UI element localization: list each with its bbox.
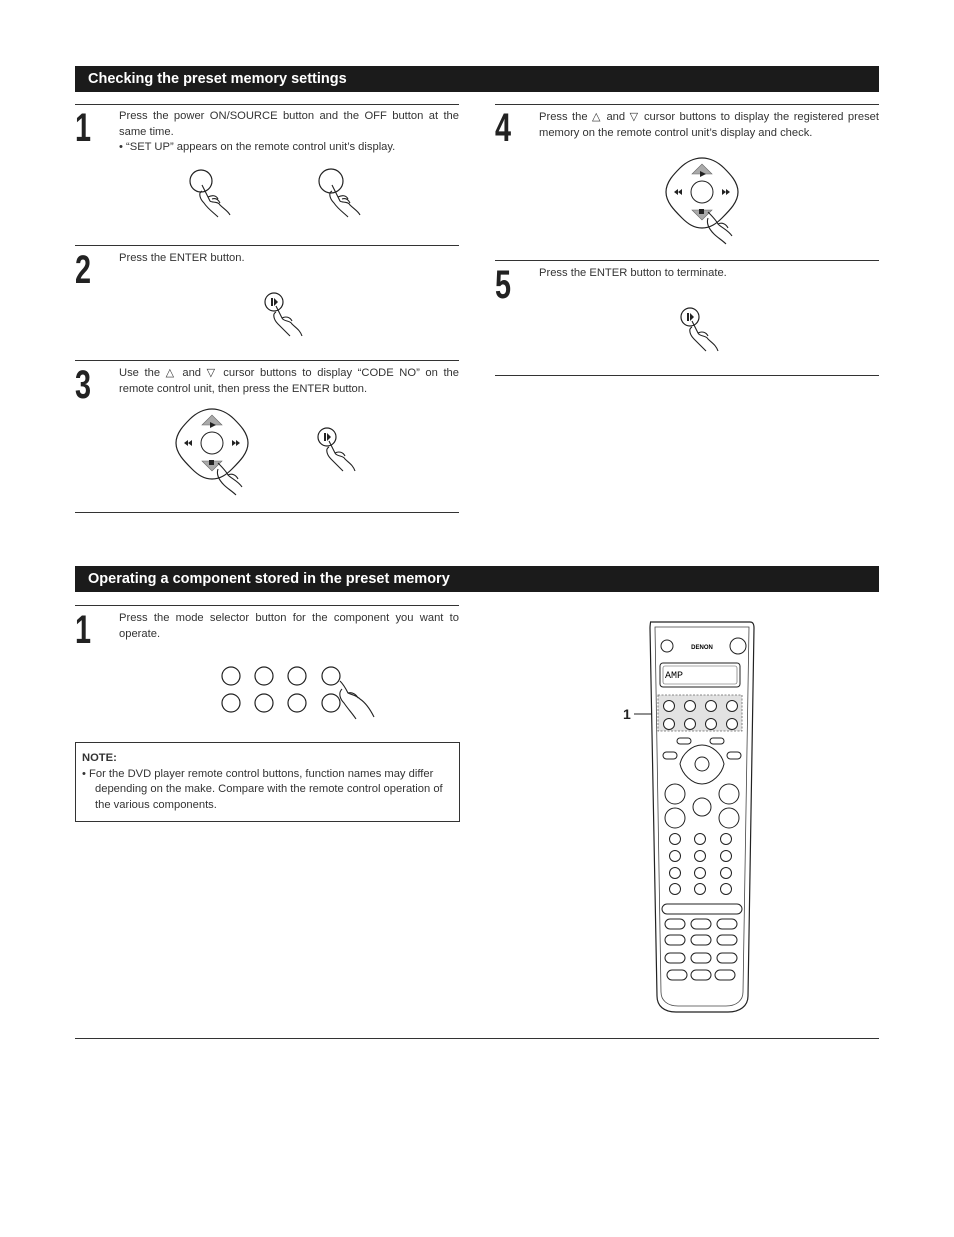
step-divider: [75, 605, 459, 606]
note-box: [75, 742, 460, 822]
step-text: [119, 366, 459, 397]
step-text: [539, 266, 879, 282]
step-divider: [75, 245, 459, 246]
step-number: 3: [75, 363, 92, 407]
step-number: 2: [75, 248, 92, 292]
note-item: • For the DVD player remote control buttons, function names may differ depending on the make. Compare with the remote control operation of the various components.: [82, 767, 443, 811]
step-instruction: Press the power ON/SOURCE button and the OFF button at the same time.: [119, 110, 459, 138]
step-text: [119, 251, 459, 267]
step-divider: [495, 260, 879, 261]
cursor-pad-hand-icon: [662, 154, 752, 246]
note-title: NOTE:: [82, 752, 117, 764]
step-number: 1: [75, 106, 92, 150]
page-bottom-rule: [75, 1038, 879, 1039]
remote-brand-label: DENON: [691, 645, 713, 651]
step-divider: [495, 104, 879, 105]
callout-label: 1: [623, 706, 631, 722]
hand-pressing-enter-button-icon: [315, 425, 373, 475]
mode-selector-buttons-icon: [220, 665, 380, 725]
section-header-checking: Checking the preset memory settings: [75, 66, 879, 92]
section-bottom-rule: [495, 375, 879, 376]
step-divider: [75, 360, 459, 361]
step-instruction: Press the ENTER button.: [119, 252, 245, 264]
step-instruction: Press the mode selector button for the component you want to operate.: [119, 612, 459, 640]
hand-pressing-enter-button-icon: [678, 305, 736, 355]
hand-pressing-on-button-icon: [188, 165, 248, 220]
remote-display-text: AMP: [665, 671, 684, 682]
step-instruction: Press the ENTER button to terminate.: [539, 267, 727, 279]
step-number: 1: [75, 608, 92, 652]
step-number: 5: [495, 263, 512, 307]
hand-pressing-off-button-icon: [318, 165, 378, 220]
step-instruction: Press the △ and ▽ cursor buttons to display the registered preset memory on the remote control unit’s display and check.: [539, 111, 879, 139]
step-bullet: • “SET UP” appears on the remote control unit’s display.: [119, 141, 396, 153]
step-text: [119, 611, 459, 642]
section-bottom-rule: [75, 512, 459, 513]
hand-pressing-enter-button-icon: [262, 290, 320, 340]
remote-control-illustration: [632, 618, 762, 1018]
step-text: [539, 110, 879, 141]
step-text: [119, 109, 459, 156]
step-instruction: Use the △ and ▽ cursor buttons to display “CODE NO” on the remote control unit, then press the ENTER button.: [119, 367, 459, 395]
section-header-operating: Operating a component stored in the preset memory: [75, 566, 879, 592]
cursor-pad-hand-icon: [172, 405, 262, 497]
step-divider: [75, 104, 459, 105]
step-number: 4: [495, 106, 512, 150]
